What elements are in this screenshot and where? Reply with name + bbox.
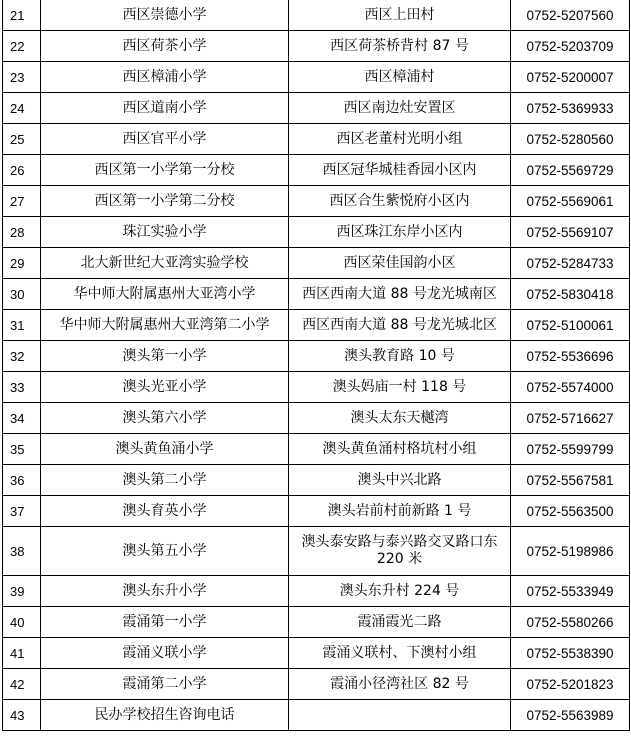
school-name: 西区道南小学 — [41, 93, 289, 124]
school-phone: 0752-5599799 — [511, 434, 630, 465]
school-name: 澳头第五小学 — [41, 527, 289, 576]
row-number: 23 — [3, 62, 41, 93]
school-address: 西区荣佳国韵小区 — [289, 248, 511, 279]
school-name: 华中师大附属惠州大亚湾第二小学 — [41, 310, 289, 341]
table-row — [3, 496, 630, 527]
row-number: 31 — [3, 310, 41, 341]
row-number: 26 — [3, 155, 41, 186]
row-number: 21 — [3, 0, 41, 31]
table-row — [3, 186, 630, 217]
school-phone: 0752-5569107 — [511, 217, 630, 248]
school-phone: 0752-5284733 — [511, 248, 630, 279]
school-name: 西区樟浦小学 — [41, 62, 289, 93]
table-row-private-schools — [3, 700, 630, 731]
school-phone: 0752-5580266 — [511, 607, 630, 638]
table-row — [3, 124, 630, 155]
school-address: 澳头黄鱼涌村格坑村小组 — [289, 434, 511, 465]
school-name: 澳头育英小学 — [41, 496, 289, 527]
table-row — [3, 403, 630, 434]
school-phone: 0752-5536696 — [511, 341, 630, 372]
school-address: 西区南边灶安置区 — [289, 93, 511, 124]
row-number: 38 — [3, 527, 41, 576]
table-row — [3, 0, 630, 31]
school-name: 西区第一小学第一分校 — [41, 155, 289, 186]
school-name: 澳头光亚小学 — [41, 372, 289, 403]
school-address: 霞涌义联村、下澳村小组 — [289, 638, 511, 669]
school-phone: 0752-5207560 — [511, 0, 630, 31]
school-address: 澳头教育路 10 号 — [289, 341, 511, 372]
school-name: 澳头东升小学 — [41, 576, 289, 607]
school-name: 澳头第二小学 — [41, 465, 289, 496]
school-address: 澳头泰安路与泰兴路交叉路口东 220 米 — [289, 527, 511, 576]
school-address: 西区冠华城桂香园小区内 — [289, 155, 511, 186]
table-row — [3, 372, 630, 403]
school-name: 西区荷茶小学 — [41, 31, 289, 62]
private-school-hotline-phone: 0752-5563989 — [511, 700, 630, 731]
school-address: 澳头妈庙一村 118 号 — [289, 372, 511, 403]
table-row — [3, 62, 630, 93]
school-phone: 0752-5563500 — [511, 496, 630, 527]
school-table — [2, 0, 630, 731]
school-name: 西区第一小学第二分校 — [41, 186, 289, 217]
school-address: 西区合生紫悦府小区内 — [289, 186, 511, 217]
table-row — [3, 638, 630, 669]
row-number: 30 — [3, 279, 41, 310]
table-row — [3, 93, 630, 124]
school-phone: 0752-5574000 — [511, 372, 630, 403]
school-phone: 0752-5567581 — [511, 465, 630, 496]
row-number: 43 — [3, 700, 41, 731]
school-name: 西区官平小学 — [41, 124, 289, 155]
row-number: 29 — [3, 248, 41, 279]
school-phone: 0752-5538390 — [511, 638, 630, 669]
table-row — [3, 155, 630, 186]
school-address: 西区荷茶桥背村 87 号 — [289, 31, 511, 62]
school-address: 西区西南大道 88 号龙光城南区 — [289, 279, 511, 310]
school-address: 霞涌霞光二路 — [289, 607, 511, 638]
school-address: 西区西南大道 88 号龙光城北区 — [289, 310, 511, 341]
school-name: 澳头第一小学 — [41, 341, 289, 372]
school-address: 西区上田村 — [289, 0, 511, 31]
row-number: 37 — [3, 496, 41, 527]
school-phone: 0752-5100061 — [511, 310, 630, 341]
row-number: 36 — [3, 465, 41, 496]
school-name: 澳头黄鱼涌小学 — [41, 434, 289, 465]
school-address: 西区珠江东岸小区内 — [289, 217, 511, 248]
row-number: 27 — [3, 186, 41, 217]
table-row — [3, 434, 630, 465]
school-name: 霞涌第一小学 — [41, 607, 289, 638]
table-row — [3, 465, 630, 496]
row-number: 35 — [3, 434, 41, 465]
school-phone: 0752-5203709 — [511, 31, 630, 62]
school-name: 华中师大附属惠州大亚湾小学 — [41, 279, 289, 310]
school-name: 澳头第六小学 — [41, 403, 289, 434]
table-row — [3, 341, 630, 372]
school-name: 霞涌第二小学 — [41, 669, 289, 700]
row-number: 25 — [3, 124, 41, 155]
table-row — [3, 576, 630, 607]
row-number: 41 — [3, 638, 41, 669]
table-row — [3, 669, 630, 700]
school-name: 珠江实验小学 — [41, 217, 289, 248]
school-address: 澳头东升村 224 号 — [289, 576, 511, 607]
table-row — [3, 607, 630, 638]
row-number: 34 — [3, 403, 41, 434]
school-phone: 0752-5830418 — [511, 279, 630, 310]
row-number: 22 — [3, 31, 41, 62]
row-number: 28 — [3, 217, 41, 248]
row-number: 42 — [3, 669, 41, 700]
school-address: 澳头太东天樾湾 — [289, 403, 511, 434]
school-phone: 0752-5533949 — [511, 576, 630, 607]
school-phone: 0752-5569729 — [511, 155, 630, 186]
school-phone: 0752-5369933 — [511, 93, 630, 124]
table-row — [3, 248, 630, 279]
row-number: 24 — [3, 93, 41, 124]
table-row — [3, 310, 630, 341]
school-address: 西区樟浦村 — [289, 62, 511, 93]
table-row — [3, 31, 630, 62]
school-name: 霞涌义联小学 — [41, 638, 289, 669]
school-phone: 0752-5716627 — [511, 403, 630, 434]
row-number: 33 — [3, 372, 41, 403]
row-number: 40 — [3, 607, 41, 638]
private-school-hotline-label: 民办学校招生咨询电话 — [41, 700, 289, 731]
school-phone: 0752-5201823 — [511, 669, 630, 700]
table-row — [3, 279, 630, 310]
school-phone: 0752-5200007 — [511, 62, 630, 93]
school-address: 澳头岩前村前新路 1 号 — [289, 496, 511, 527]
school-name: 北大新世纪大亚湾实验学校 — [41, 248, 289, 279]
school-name: 西区崇德小学 — [41, 0, 289, 31]
table-row — [3, 527, 630, 576]
table-row — [3, 217, 630, 248]
school-address: 澳头中兴北路 — [289, 465, 511, 496]
school-phone: 0752-5280560 — [511, 124, 630, 155]
row-number: 39 — [3, 576, 41, 607]
school-phone: 0752-5569061 — [511, 186, 630, 217]
empty-cell — [289, 700, 511, 731]
school-address: 霞涌小径湾社区 82 号 — [289, 669, 511, 700]
table-body — [3, 0, 630, 731]
school-phone: 0752-5198986 — [511, 527, 630, 576]
row-number: 32 — [3, 341, 41, 372]
school-address: 西区老董村光明小组 — [289, 124, 511, 155]
